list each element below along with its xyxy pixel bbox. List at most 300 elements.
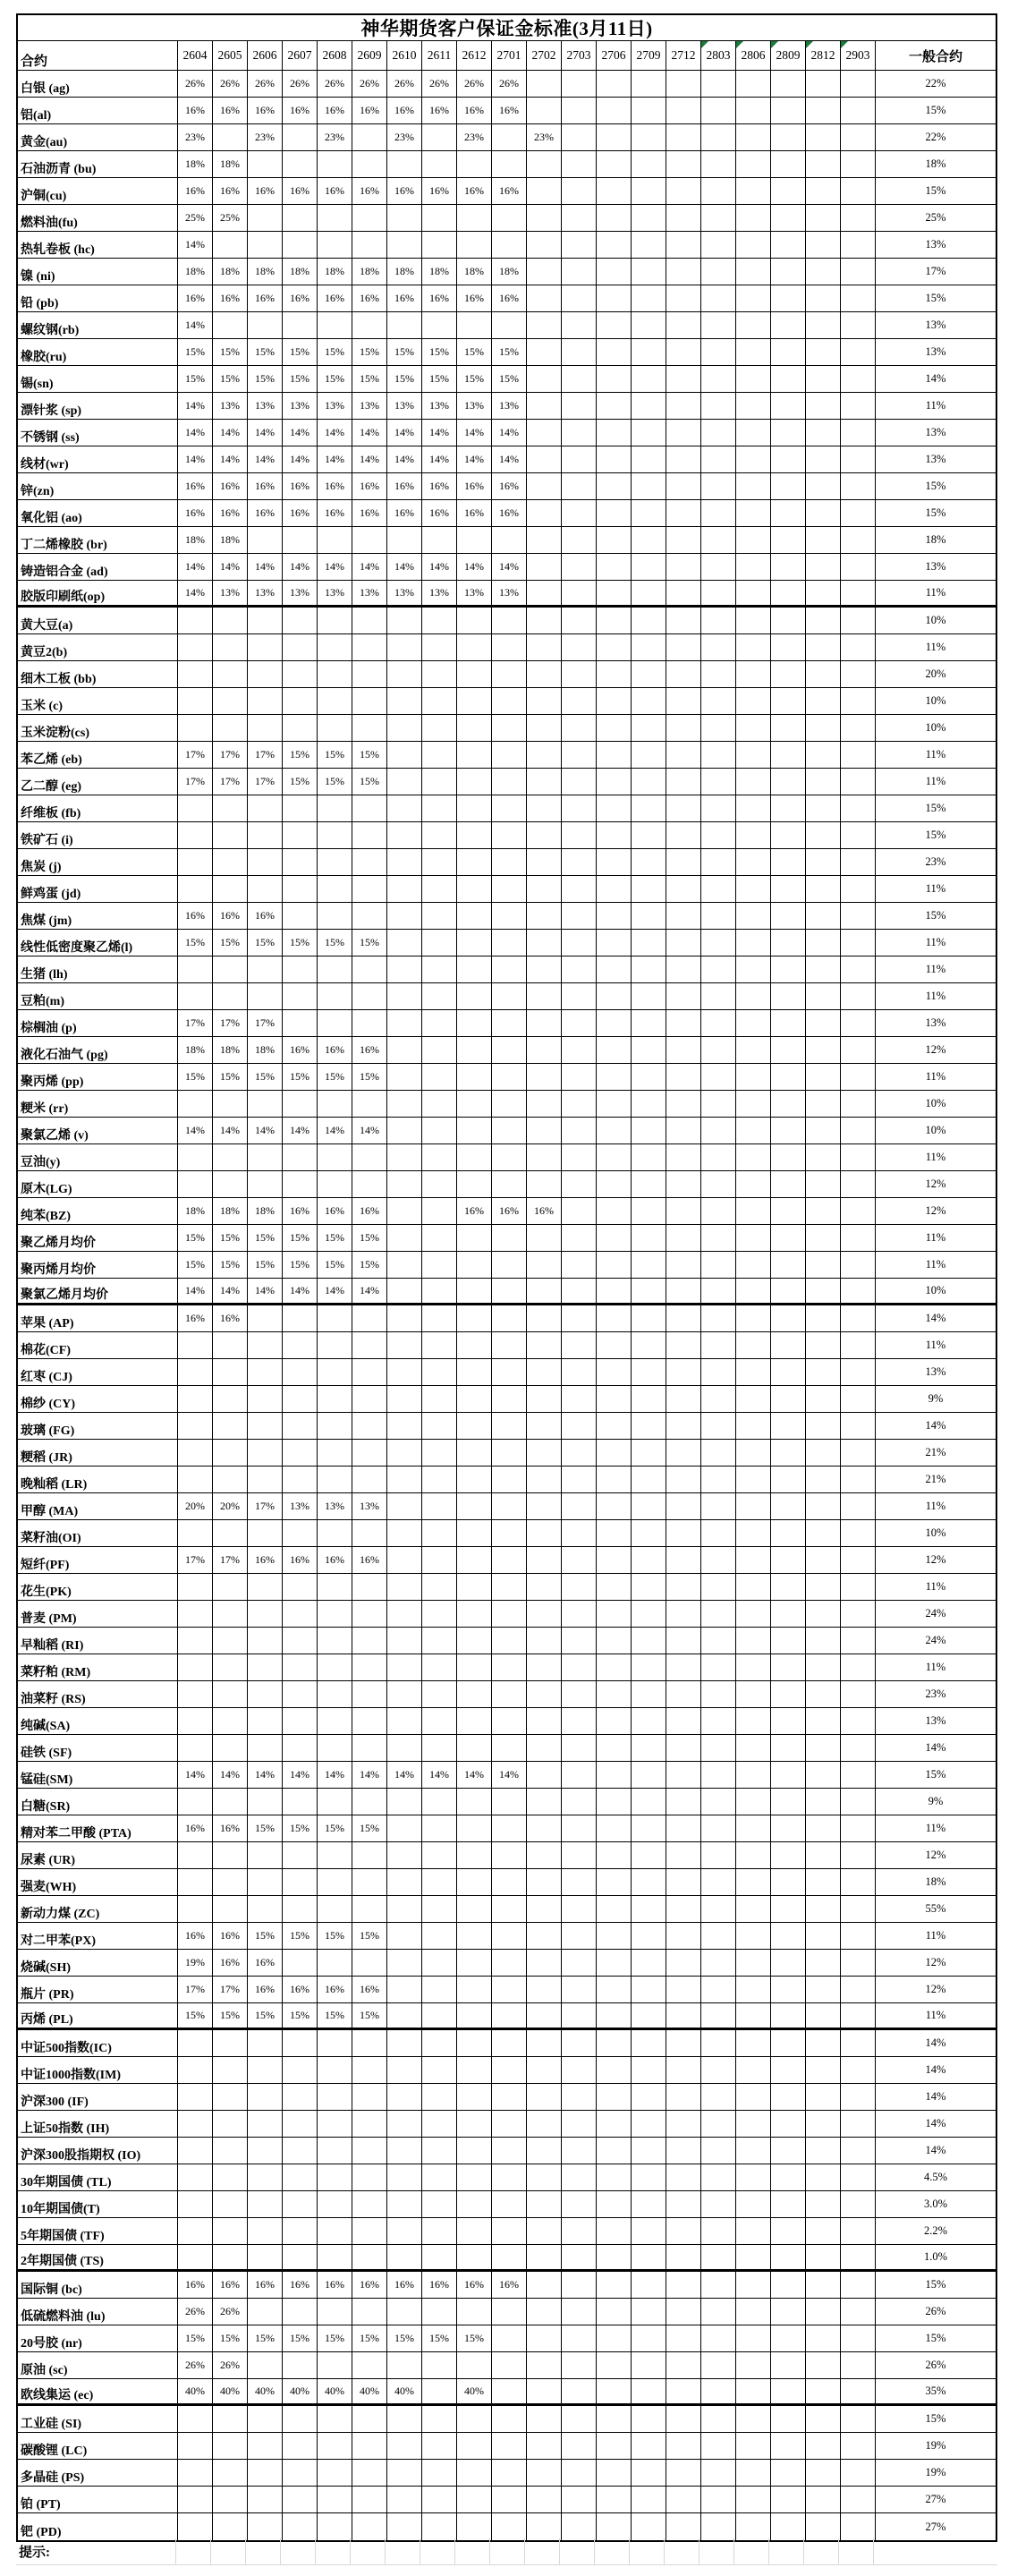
margin-cell <box>527 1923 562 1949</box>
table-row <box>18 1440 996 1467</box>
margin-cell <box>562 903 597 929</box>
margin-cell <box>632 205 666 231</box>
margin-cell <box>318 1520 352 1546</box>
general-margin-cell: 15% <box>925 2332 946 2344</box>
margin-cell: 17% <box>213 742 248 768</box>
month-label: 2702 <box>531 48 556 62</box>
faint-grid-cell <box>490 2538 525 2564</box>
margin-cell <box>736 2245 771 2269</box>
margin-cell <box>492 1010 527 1036</box>
margin-cell <box>701 1842 736 1868</box>
margin-cell <box>597 2245 632 2269</box>
margin-cell <box>352 1574 387 1600</box>
general-margin-cell: 11% <box>925 882 946 895</box>
contract-label: 尿素 (UR) <box>18 1842 178 1868</box>
contract-label: 钯 (PD) <box>18 2513 178 2540</box>
margin-cell: 18% <box>213 1198 248 1224</box>
faint-grid-cell <box>386 2538 420 2564</box>
margin-cell <box>562 1708 597 1734</box>
table-row <box>18 1037 996 1064</box>
margin-cell <box>736 1413 771 1439</box>
margin-cell <box>736 2379 771 2403</box>
general-margin-cell: 2.2% <box>923 2224 948 2237</box>
margin-cell <box>213 1896 248 1922</box>
margin-cell <box>422 795 457 821</box>
margin-cell <box>666 473 701 499</box>
margin-cell <box>841 527 876 553</box>
margin-cell <box>457 1118 492 1143</box>
margin-cell <box>422 1681 457 1707</box>
faint-grid-cell <box>874 2538 997 2564</box>
margin-cell <box>352 1842 387 1868</box>
general-margin-cell: 11% <box>925 1070 946 1083</box>
margin-cell: 14% <box>457 446 492 472</box>
margin-cell: 15% <box>352 930 387 956</box>
margin-cell <box>387 1628 422 1654</box>
margin-cell <box>527 715 562 741</box>
margin-cell <box>527 178 562 204</box>
contract-label: 短纤(PF) <box>18 1547 178 1573</box>
margin-cell <box>318 2299 352 2325</box>
general-margin-cell: 15% <box>925 2412 946 2425</box>
margin-cell: 16% <box>213 1815 248 1841</box>
margin-cell <box>422 1413 457 1439</box>
margin-cell <box>841 1547 876 1573</box>
margin-cell <box>632 1628 666 1654</box>
margin-cell <box>283 876 318 902</box>
faint-grid-cell <box>351 2538 386 2564</box>
margin-cell <box>701 71 736 97</box>
margin-cell <box>492 1225 527 1251</box>
margin-cell <box>387 1413 422 1439</box>
margin-cell <box>701 1359 736 1385</box>
contract-label: 豆粕(m) <box>18 983 178 1009</box>
margin-cell <box>806 2057 841 2083</box>
margin-cell <box>597 876 632 902</box>
margin-cell <box>562 527 597 553</box>
margin-cell <box>492 1413 527 1439</box>
margin-cell: 15% <box>422 2325 457 2351</box>
margin-cell <box>318 2406 352 2432</box>
margin-cell: 16% <box>248 1977 283 2002</box>
margin-cell <box>597 1305 632 1331</box>
general-margin-cell: 27% <box>925 2520 946 2533</box>
table-row <box>18 1279 996 1305</box>
margin-cell: 13% <box>352 393 387 419</box>
margin-cell <box>318 983 352 1009</box>
margin-cell <box>527 956 562 982</box>
faint-grid-cell <box>804 2538 839 2564</box>
faint-grid-cell <box>211 2538 246 2564</box>
margin-cell <box>632 98 666 123</box>
margin-cell <box>457 634 492 660</box>
margin-cell <box>283 1467 318 1492</box>
margin-cell <box>283 1789 318 1815</box>
margin-cell <box>387 1896 422 1922</box>
margin-cell <box>178 1440 213 1466</box>
margin-cell <box>387 903 422 929</box>
margin-cell <box>701 1708 736 1734</box>
margin-cell: 16% <box>248 1950 283 1976</box>
margin-cell <box>701 822 736 848</box>
margin-cell <box>597 1493 632 1519</box>
margin-cell <box>701 903 736 929</box>
margin-cell <box>666 366 701 392</box>
margin-cell: 14% <box>213 420 248 446</box>
margin-cell <box>841 581 876 605</box>
faint-grid-cell <box>420 2538 455 2564</box>
margin-cell <box>527 2191 562 2217</box>
margin-cell <box>666 1628 701 1654</box>
margin-cell <box>422 1467 457 1492</box>
margin-cell <box>492 1332 527 1358</box>
table-row <box>18 1654 996 1681</box>
margin-cell: 16% <box>248 473 283 499</box>
margin-cell: 13% <box>318 393 352 419</box>
margin-cell: 16% <box>318 1198 352 1224</box>
margin-cell <box>632 1467 666 1492</box>
margin-cell <box>597 1601 632 1627</box>
month-label: 2604 <box>182 48 208 62</box>
margin-cell: 26% <box>248 71 283 97</box>
margin-cell <box>666 2218 701 2244</box>
margin-cell <box>666 2325 701 2351</box>
margin-cell <box>527 2164 562 2190</box>
margin-cell <box>248 1896 283 1922</box>
margin-cell <box>422 1950 457 1976</box>
margin-cell <box>527 2433 562 2459</box>
margin-cell: 14% <box>213 446 248 472</box>
margin-cell <box>422 930 457 956</box>
margin-cell <box>771 1977 806 2002</box>
margin-cell <box>597 983 632 1009</box>
margin-cell: 15% <box>422 339 457 365</box>
margin-cell <box>562 1010 597 1036</box>
margin-cell <box>422 1547 457 1573</box>
margin-cell: 14% <box>318 1762 352 1788</box>
margin-cell: 18% <box>457 259 492 285</box>
month-column-header <box>422 41 457 70</box>
margin-cell <box>527 98 562 123</box>
margin-cell <box>771 1869 806 1895</box>
margin-cell: 16% <box>213 903 248 929</box>
margin-cell <box>387 715 422 741</box>
margin-cell <box>178 1628 213 1654</box>
margin-cell: 14% <box>422 554 457 580</box>
general-margin-cell: 12% <box>925 1956 946 1968</box>
margin-cell: 18% <box>283 259 318 285</box>
margin-cell <box>527 1010 562 1036</box>
margin-cell <box>771 178 806 204</box>
margin-cell <box>632 903 666 929</box>
margin-cell: 13% <box>283 581 318 605</box>
margin-cell <box>841 1896 876 1922</box>
margin-cell <box>736 930 771 956</box>
margin-cell: 20% <box>178 1493 213 1519</box>
margin-cell <box>387 769 422 795</box>
margin-cell <box>701 715 736 741</box>
margin-cell <box>736 259 771 285</box>
margin-cell <box>666 527 701 553</box>
contract-label: 苹果 (AP) <box>18 1305 178 1331</box>
margin-cell <box>701 581 736 605</box>
margin-cell <box>806 1735 841 1761</box>
margin-cell: 14% <box>213 1762 248 1788</box>
margin-cell <box>283 2433 318 2459</box>
margin-cell <box>736 2111 771 2137</box>
margin-cell: 15% <box>422 366 457 392</box>
margin-cell <box>213 822 248 848</box>
margin-cell <box>457 151 492 177</box>
margin-cell <box>457 956 492 982</box>
margin-cell <box>527 1332 562 1358</box>
margin-cell <box>806 903 841 929</box>
contract-label: 鲜鸡蛋 (jd) <box>18 876 178 902</box>
margin-cell <box>387 2406 422 2432</box>
margin-cell <box>213 2111 248 2137</box>
margin-cell <box>632 2433 666 2459</box>
margin-cell <box>701 2299 736 2325</box>
margin-cell: 14% <box>283 1762 318 1788</box>
margin-cell <box>632 366 666 392</box>
general-margin-cell: 15% <box>925 480 946 492</box>
margin-cell: 15% <box>352 1923 387 1949</box>
margin-cell <box>632 1225 666 1251</box>
margin-cell <box>562 661 597 687</box>
table-row <box>18 124 996 151</box>
margin-cell <box>492 1574 527 1600</box>
general-margin-cell: 14% <box>925 2144 946 2156</box>
margin-cell <box>736 1815 771 1841</box>
margin-cell <box>248 2057 283 2083</box>
margin-cell: 14% <box>178 420 213 446</box>
table-row <box>18 1359 996 1386</box>
margin-cell <box>666 2272 701 2298</box>
margin-cell <box>666 1386 701 1412</box>
margin-cell <box>806 1091 841 1117</box>
margin-cell <box>632 769 666 795</box>
margin-cell <box>597 2003 632 2028</box>
margin-cell <box>178 1601 213 1627</box>
margin-cell <box>352 1628 387 1654</box>
margin-cell <box>597 446 632 472</box>
margin-cell <box>841 1869 876 1895</box>
margin-cell <box>632 1601 666 1627</box>
margin-cell: 25% <box>178 205 213 231</box>
margin-cell <box>387 1010 422 1036</box>
margin-cell <box>771 1467 806 1492</box>
margin-cell: 15% <box>283 1064 318 1090</box>
margin-cell <box>527 205 562 231</box>
margin-cell <box>666 688 701 714</box>
margin-cell: 16% <box>178 1305 213 1331</box>
margin-cell <box>492 2325 527 2351</box>
table-row <box>18 1198 996 1225</box>
margin-cell <box>318 1601 352 1627</box>
margin-cell: 15% <box>178 1064 213 1090</box>
general-margin-cell: 13% <box>925 1016 946 1029</box>
margin-cell <box>283 903 318 929</box>
margin-cell <box>597 2513 632 2540</box>
margin-cell <box>597 608 632 633</box>
contract-label: 2年期国债 (TS) <box>18 2245 178 2269</box>
contract-label: 沪铜(cu) <box>18 178 178 204</box>
margin-cell <box>771 1332 806 1358</box>
margin-cell <box>457 715 492 741</box>
margin-cell <box>527 608 562 633</box>
table-row <box>18 2245 996 2272</box>
margin-cell <box>806 366 841 392</box>
margin-cell <box>422 2299 457 2325</box>
margin-cell <box>562 608 597 633</box>
margin-cell <box>352 205 387 231</box>
margin-cell <box>178 2030 213 2056</box>
margin-cell: 16% <box>178 473 213 499</box>
margin-cell <box>806 2460 841 2486</box>
margin-cell <box>597 71 632 97</box>
contract-label: 线材(wr) <box>18 446 178 472</box>
margin-cell <box>632 1789 666 1815</box>
margin-cell <box>492 715 527 741</box>
month-column-header <box>527 41 562 70</box>
margin-cell <box>318 1467 352 1492</box>
margin-cell: 40% <box>283 2379 318 2403</box>
margin-cell <box>597 393 632 419</box>
margin-cell <box>666 1118 701 1143</box>
margin-cell <box>597 1279 632 1303</box>
margin-cell: 15% <box>178 366 213 392</box>
margin-cell <box>352 2513 387 2540</box>
margin-cell <box>701 1467 736 1492</box>
margin-cell <box>352 1789 387 1815</box>
margin-cell <box>527 1654 562 1680</box>
margin-cell <box>213 715 248 741</box>
margin-cell <box>632 581 666 605</box>
margin-cell: 15% <box>213 1252 248 1278</box>
margin-cell: 14% <box>248 1279 283 1303</box>
margin-cell <box>562 205 597 231</box>
margin-cell <box>492 769 527 795</box>
margin-cell: 16% <box>248 178 283 204</box>
margin-cell <box>562 554 597 580</box>
margin-cell <box>318 2218 352 2244</box>
margin-cell <box>248 151 283 177</box>
margin-cell <box>422 1037 457 1063</box>
margin-cell <box>527 742 562 768</box>
margin-cell: 16% <box>422 98 457 123</box>
margin-cell <box>178 2245 213 2269</box>
margin-cell <box>492 1467 527 1492</box>
margin-cell <box>492 2138 527 2164</box>
margin-cell <box>283 124 318 150</box>
margin-cell <box>562 849 597 875</box>
margin-cell <box>527 1628 562 1654</box>
margin-cell <box>771 1225 806 1251</box>
margin-cell <box>736 1064 771 1090</box>
margin-cell: 13% <box>213 581 248 605</box>
margin-cell: 14% <box>178 554 213 580</box>
margin-cell: 14% <box>387 1762 422 1788</box>
margin-cell <box>632 1010 666 1036</box>
margin-cell <box>387 1037 422 1063</box>
margin-cell: 18% <box>422 259 457 285</box>
margin-cell <box>422 2003 457 2028</box>
margin-cell <box>352 849 387 875</box>
general-margin-cell: 14% <box>925 1741 946 1754</box>
margin-cell <box>387 2245 422 2269</box>
margin-cell <box>806 2030 841 2056</box>
margin-cell <box>457 983 492 1009</box>
margin-cell <box>771 259 806 285</box>
margin-cell <box>771 312 806 338</box>
margin-cell <box>387 1681 422 1707</box>
margin-cell <box>701 420 736 446</box>
margin-cell: 14% <box>422 420 457 446</box>
general-margin-cell: 11% <box>925 1231 946 1244</box>
margin-cell <box>632 1923 666 1949</box>
margin-cell <box>248 608 283 633</box>
margin-cell: 16% <box>422 178 457 204</box>
margin-cell <box>562 1440 597 1466</box>
margin-cell <box>527 339 562 365</box>
margin-cell <box>387 1869 422 1895</box>
contract-label: 对二甲苯(PX) <box>18 1923 178 1949</box>
table-row <box>18 1762 996 1789</box>
margin-cell: 14% <box>213 554 248 580</box>
margin-cell <box>457 930 492 956</box>
margin-cell <box>841 956 876 982</box>
margin-cell <box>178 2164 213 2190</box>
margin-cell <box>841 1467 876 1492</box>
margin-cell <box>841 2272 876 2298</box>
margin-cell <box>771 1762 806 1788</box>
margin-cell <box>352 661 387 687</box>
month-label: 2610 <box>392 48 417 62</box>
margin-cell: 15% <box>178 930 213 956</box>
margin-cell <box>666 393 701 419</box>
margin-cell <box>841 822 876 848</box>
margin-cell <box>213 2460 248 2486</box>
margin-cell <box>806 2003 841 2028</box>
margin-cell <box>352 876 387 902</box>
margin-cell <box>632 1359 666 1385</box>
margin-cell <box>806 2272 841 2298</box>
margin-cell <box>248 634 283 660</box>
margin-cell <box>597 1735 632 1761</box>
margin-cell <box>283 2030 318 2056</box>
margin-cell <box>283 688 318 714</box>
margin-cell <box>701 500 736 526</box>
margin-cell <box>562 1171 597 1197</box>
margin-cell <box>841 661 876 687</box>
margin-cell <box>736 393 771 419</box>
margin-cell <box>562 1574 597 1600</box>
margin-cell <box>632 1305 666 1331</box>
margin-cell <box>666 2406 701 2432</box>
margin-cell <box>736 1628 771 1654</box>
margin-cell <box>632 232 666 258</box>
margin-cell: 14% <box>178 393 213 419</box>
margin-cell <box>701 339 736 365</box>
margin-cell: 20% <box>213 1493 248 1519</box>
contract-label: 锡(sn) <box>18 366 178 392</box>
margin-cell <box>422 608 457 633</box>
margin-cell <box>422 1091 457 1117</box>
margin-cell <box>666 795 701 821</box>
margin-cell <box>736 795 771 821</box>
margin-cell: 15% <box>387 339 422 365</box>
margin-cell <box>492 1440 527 1466</box>
